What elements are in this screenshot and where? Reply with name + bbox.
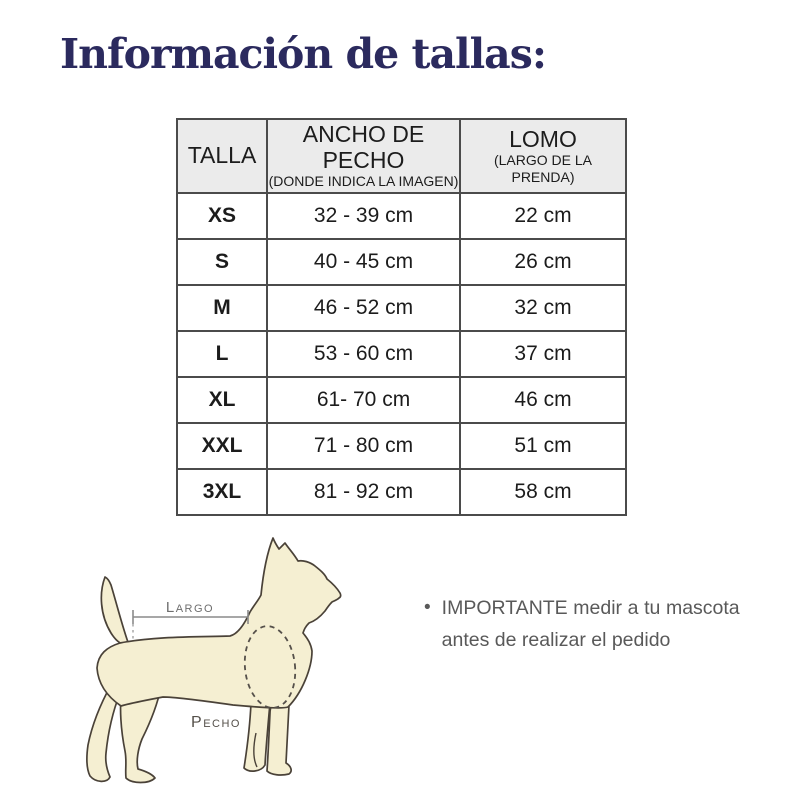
ancho-cell: 71 - 80 cm bbox=[267, 423, 460, 469]
lomo-cell: 58 cm bbox=[460, 469, 626, 515]
important-note bbox=[424, 592, 754, 656]
size-cell: XL bbox=[177, 377, 267, 423]
note-line-2: antes de realizar el pedido bbox=[441, 629, 671, 652]
ancho-cell: 61- 70 cm bbox=[267, 377, 460, 423]
header-ancho-sub: (DONDE INDICA LA IMAGEN) bbox=[268, 172, 459, 189]
ancho-cell: 40 - 45 cm bbox=[267, 239, 460, 285]
table-row bbox=[177, 331, 626, 377]
lomo-cell: 51 cm bbox=[460, 423, 626, 469]
header-talla-label: TALLA bbox=[187, 142, 257, 169]
header-lomo bbox=[460, 119, 626, 193]
table-row bbox=[177, 423, 626, 469]
dog-tail bbox=[101, 577, 129, 645]
table-row bbox=[177, 239, 626, 285]
note-line-1: IMPORTANTE medir a tu mascota bbox=[441, 597, 740, 619]
size-cell: XS bbox=[177, 193, 267, 239]
largo-measure bbox=[133, 599, 248, 641]
header-ancho-main: ANCHO DE PECHO bbox=[302, 121, 425, 173]
table-row bbox=[177, 193, 626, 239]
size-cell: XXL bbox=[177, 423, 267, 469]
lomo-cell: 32 cm bbox=[460, 285, 626, 331]
pecho-label: Pecho bbox=[191, 714, 241, 731]
dog-front-leg-near bbox=[267, 703, 291, 775]
ancho-cell: 53 - 60 cm bbox=[267, 331, 460, 377]
largo-label: Largo bbox=[165, 599, 215, 616]
size-cell: S bbox=[177, 239, 267, 285]
dog-measurement-diagram bbox=[75, 535, 405, 800]
table-row bbox=[177, 377, 626, 423]
note-text bbox=[442, 592, 740, 656]
page-title: Información de tallas: bbox=[60, 30, 546, 78]
sizing-table bbox=[176, 118, 627, 516]
table-header-row bbox=[177, 119, 626, 193]
header-lomo-main: LOMO bbox=[509, 125, 577, 152]
lomo-cell: 26 cm bbox=[460, 239, 626, 285]
ancho-cell: 81 - 92 cm bbox=[267, 469, 460, 515]
size-cell: L bbox=[177, 331, 267, 377]
header-ancho bbox=[267, 119, 460, 193]
size-cell: M bbox=[177, 285, 267, 331]
header-lomo-sub: (LARGO DE LA PRENDA) bbox=[493, 151, 593, 185]
lomo-cell: 46 cm bbox=[460, 377, 626, 423]
bullet-icon: • bbox=[424, 597, 431, 618]
dog-front-leg-far bbox=[244, 703, 270, 771]
lomo-cell: 22 cm bbox=[460, 193, 626, 239]
lomo-cell: 37 cm bbox=[460, 331, 626, 377]
size-cell: 3XL bbox=[177, 469, 267, 515]
table-row bbox=[177, 285, 626, 331]
table-row bbox=[177, 469, 626, 515]
ancho-cell: 46 - 52 cm bbox=[267, 285, 460, 331]
ancho-cell: 32 - 39 cm bbox=[267, 193, 460, 239]
header-talla bbox=[177, 119, 267, 193]
